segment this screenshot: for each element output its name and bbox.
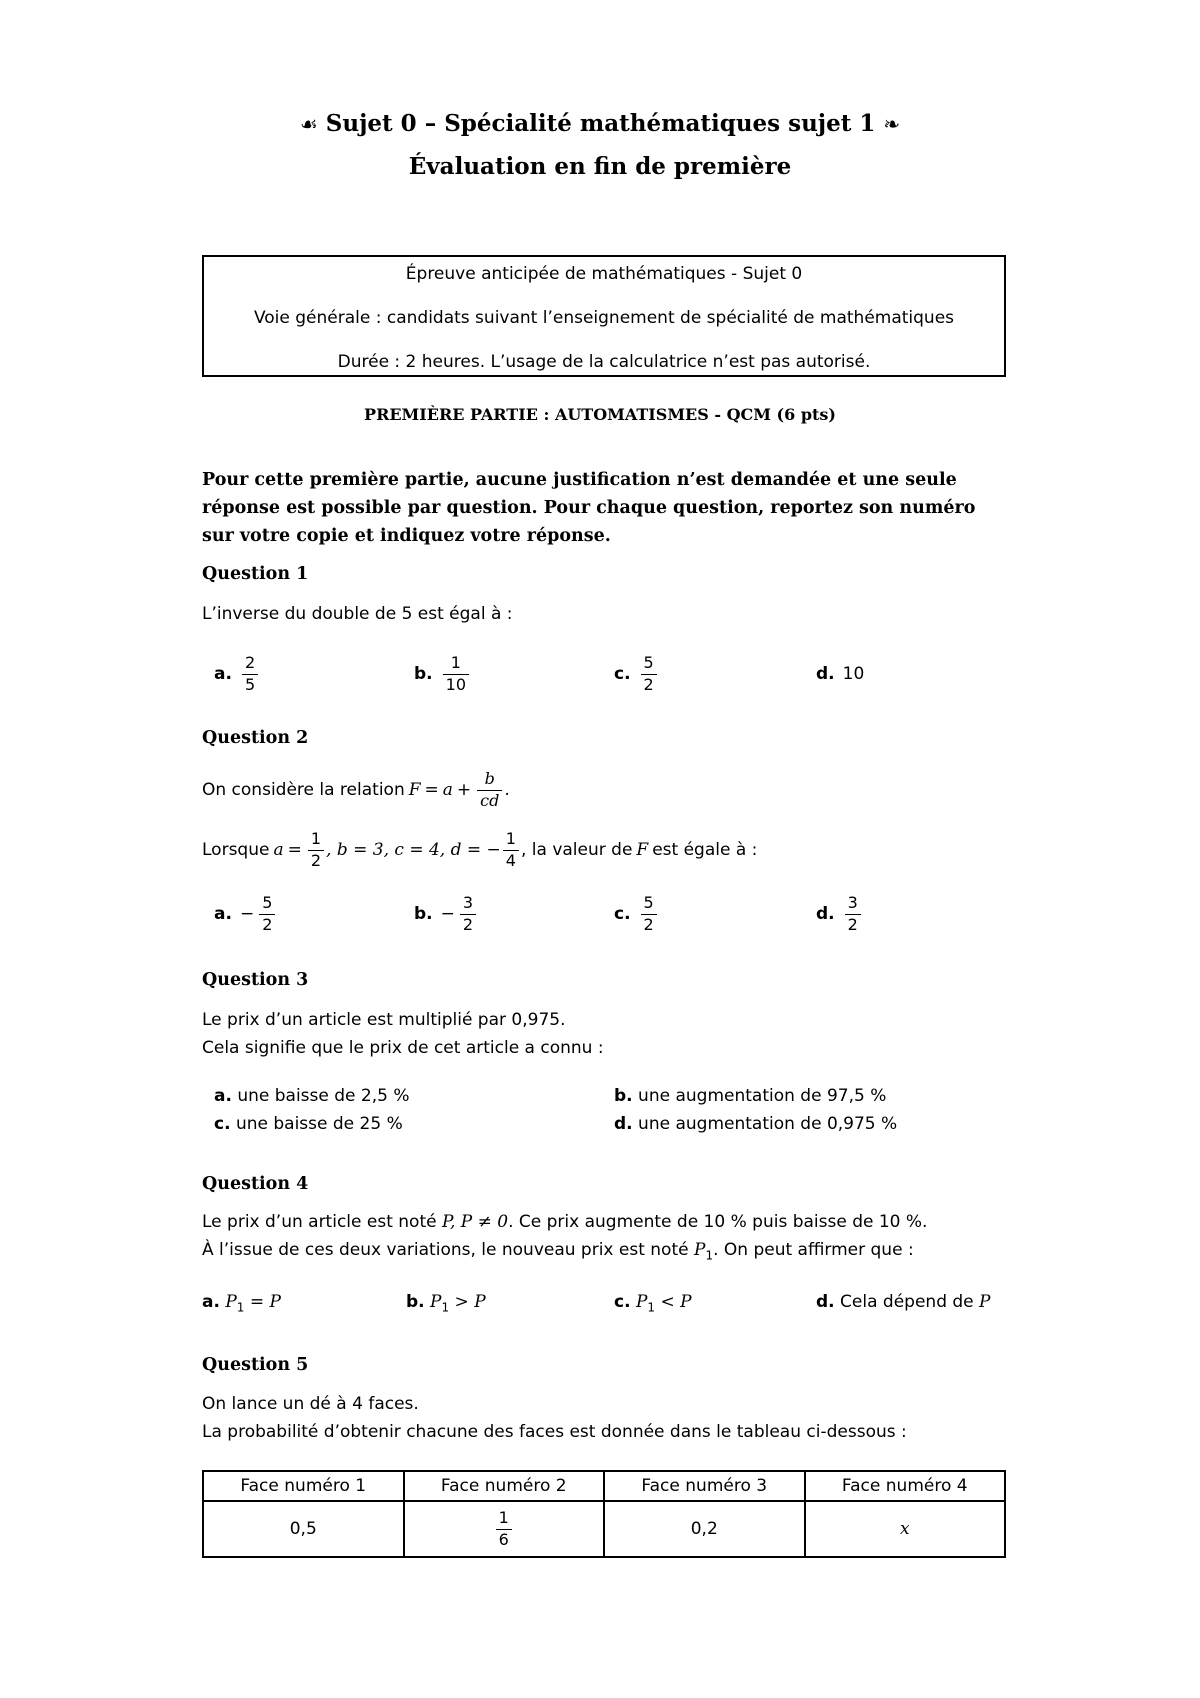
table-header-cell: Face numéro 3 xyxy=(604,1471,805,1501)
fraction: $\frac{1}{4}$ xyxy=(503,831,519,870)
table-cell: 0,2 xyxy=(604,1501,805,1557)
q4-choice-a: a. $P_1 = P$ xyxy=(202,1292,281,1315)
table-header-row xyxy=(203,1471,1005,1501)
q2-choice-b: b. − $\frac{3}{2}$ xyxy=(414,886,478,942)
info-box xyxy=(202,255,1006,377)
q2-choice-c: c. $\frac{5}{2}$ xyxy=(614,886,659,942)
q4-choice-c: c. $P_1 < P$ xyxy=(614,1292,692,1315)
q2-choice-d: d. $\frac{3}{2}$ xyxy=(816,886,863,942)
fraction: $\frac{b}{cd}$ xyxy=(477,771,502,810)
title-text: Sujet 0 – Spécialité mathématiques sujet 1 xyxy=(325,110,876,137)
table-header-cell: Face numéro 2 xyxy=(404,1471,605,1501)
q1-choice-c: c. $\frac{5}{2}$ xyxy=(614,646,659,702)
fraction: $\frac{1}{6}$ xyxy=(496,1510,512,1549)
q3-choice-c: c. une baisse de 25 % xyxy=(214,1114,403,1134)
q3-text-2: Cela signifie que le prix de cet article a connu : xyxy=(202,1038,604,1058)
q3-choice-a: a. une baisse de 2,5 % xyxy=(214,1086,410,1106)
ornament-right-icon: ❧ xyxy=(883,112,901,136)
q1-choice-d: d. 10 xyxy=(816,664,865,684)
q5-title: Question 5 xyxy=(202,1355,309,1375)
fraction: $\frac{1}{2}$ xyxy=(308,831,324,870)
q3-choice-b: b. une augmentation de 97,5 % xyxy=(614,1086,887,1106)
ornament-left-icon: ☙ xyxy=(299,112,318,136)
fraction: $\frac{3}{2}$ xyxy=(845,895,861,934)
info-line-1: Épreuve anticipée de mathématiques - Sujet 0 xyxy=(405,264,803,284)
table-cell: 0,5 xyxy=(203,1501,404,1557)
q3-choice-d: d. une augmentation de 0,975 % xyxy=(614,1114,898,1134)
info-line-2: Voie générale : candidats suivant l’enseignement de spécialité de mathématiques xyxy=(253,308,955,328)
q5-text-1: On lance un dé à 4 faces. xyxy=(202,1394,419,1414)
q2-choice-a: a. − $\frac{5}{2}$ xyxy=(214,886,277,942)
q2-relation: On considère la relation F = a + $\frac{b}{cd}$ . xyxy=(202,768,510,810)
title-line-2: Évaluation en fin de première xyxy=(408,153,792,180)
fraction: $\frac{5}{2}$ xyxy=(259,895,275,934)
q3-text-1: Le prix d’un article est multiplié par 0,975. xyxy=(202,1010,566,1030)
q4-text-2: À l’issue de ces deux variations, le nouveau prix est noté $P_1$. On peut affirmer que : xyxy=(202,1240,914,1263)
q1-choice-b: b. $\frac{1}{10}$ xyxy=(414,646,471,702)
probability-table xyxy=(202,1470,1006,1558)
info-line-3: Durée : 2 heures. L’usage de la calculatrice n’est pas autorisé. xyxy=(337,352,871,372)
q4-title: Question 4 xyxy=(202,1174,309,1194)
fraction: $\frac{2}{5}$ xyxy=(242,655,258,694)
q5-text-2: La probabilité d’obtenir chacune des faces est donnée dans le tableau ci-dessous : xyxy=(202,1422,907,1442)
table-row xyxy=(203,1501,1005,1557)
fraction: $\frac{3}{2}$ xyxy=(460,895,476,934)
q1-text: L’inverse du double de 5 est égal à : xyxy=(202,604,513,624)
part-instructions: Pour cette première partie, aucune justification n’est demandée et une seule réponse est possible par question. Pour chaque question, reportez son numéro sur votre copie et indiquez votre réponse. xyxy=(202,470,976,546)
q2-title: Question 2 xyxy=(202,728,309,748)
fraction: $\frac{5}{2}$ xyxy=(641,655,657,694)
fraction: $\frac{1}{10}$ xyxy=(443,655,469,694)
q4-choice-b: b. $P_1 > P$ xyxy=(406,1292,486,1315)
fraction: $\frac{5}{2}$ xyxy=(641,895,657,934)
q4-text-1: Le prix d’un article est noté P, P ≠ 0. Ce prix augmente de 10 % puis baisse de 10 %. xyxy=(202,1212,928,1232)
q1-title: Question 1 xyxy=(202,564,309,584)
table-cell: x xyxy=(805,1501,1006,1557)
part-title: PREMIÈRE PARTIE : AUTOMATISMES - QCM (6 pts) xyxy=(364,405,836,424)
table-cell xyxy=(404,1501,605,1557)
table-header-cell: Face numéro 1 xyxy=(203,1471,404,1501)
q2-condition: Lorsque a = $\frac{1}{2}$ , b = 3, c = 4, d = − $\frac{1}{4}$ , la valeur de F est égale à : xyxy=(202,828,758,870)
table-header-cell: Face numéro 4 xyxy=(805,1471,1006,1501)
q1-choice-a: a. $\frac{2}{5}$ xyxy=(214,646,260,702)
q3-title: Question 3 xyxy=(202,970,309,990)
q4-choice-d: d. Cela dépend de P xyxy=(816,1292,991,1312)
title-line-1 xyxy=(0,110,1200,137)
